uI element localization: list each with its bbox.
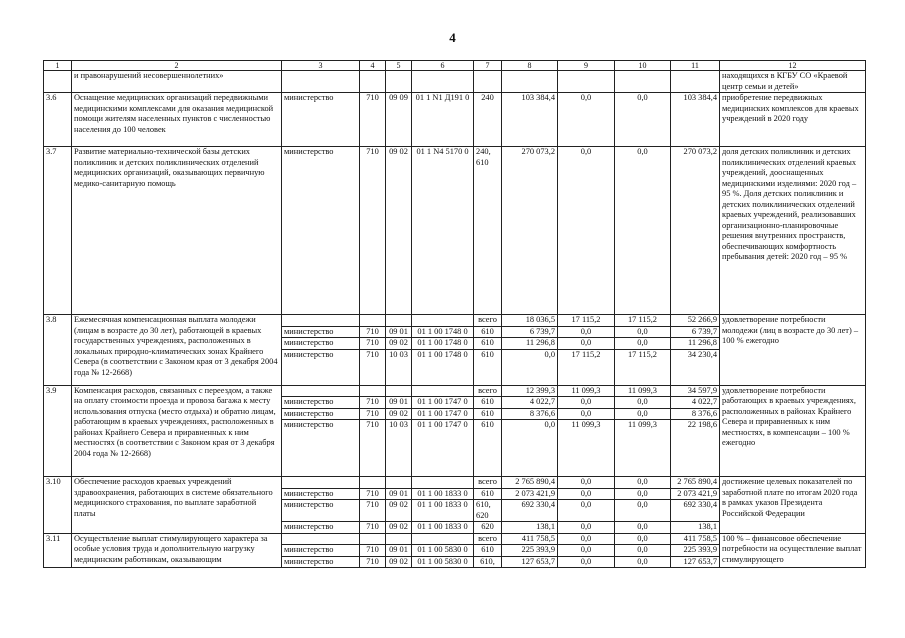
item-vr: 240, 610: [474, 147, 502, 315]
item-grbs: 710: [360, 147, 386, 315]
total-v11: 52 266,9: [671, 315, 720, 327]
item-v9: 0,0: [558, 93, 615, 147]
item-v10: 0,0: [615, 93, 671, 147]
table-row: [44, 93, 866, 147]
total-v8: 12 399,3: [502, 385, 558, 397]
item-org: министерство: [282, 500, 360, 522]
item-result: достижение целевых показателей по заработной плате по итогам 2020 года в рамках указов Президента Российской Федерации: [720, 477, 866, 534]
item-rz: 09 02: [386, 147, 412, 315]
item-text: Компенсация расходов, связанных с переездом, а также на оплату стоимости проезда и провоза багажа к месту использования отпуска (место отдыха) и обратно лицам, работающим в краевых учреждениях, расположенных в районах Крайнего Севера и приравненных к ним местностях (в соответствии с Законом края от 3 декабря 2004 года № 12-2668): [72, 385, 282, 477]
item-number: 3.11: [44, 533, 72, 568]
item-vr: 240: [474, 93, 502, 147]
table-row: министерство 710 09 02 01 1 00 1833 0 610, 620 692 330,4 0,0 0,0 692 330,4: [44, 500, 866, 522]
col-num: 9: [558, 61, 615, 71]
item-v8: 103 384,4: [502, 93, 558, 147]
total-v10: 0,0: [615, 533, 671, 545]
total-v9: 0,0: [558, 533, 615, 545]
table-row: [44, 385, 866, 397]
table-row: министерство 710 09 01 01 1 00 1747 0 610 4 022,7 0,0 0,0 4 022,7: [44, 397, 866, 409]
total-label: всего: [474, 385, 502, 397]
item-text: Развитие материально-технической базы детских поликлиник и детских поликлинических отделений медицинских организаций, оказывающих первичную медико-санитарную помощь: [72, 147, 282, 315]
col-num: 8: [502, 61, 558, 71]
column-number-row: [44, 61, 866, 71]
total-label: всего: [474, 477, 502, 489]
col-num: 12: [720, 61, 866, 71]
table-row: министерство 710 09 01 01 1 00 5830 0 610 225 393,9 0,0 0,0 225 393,9: [44, 545, 866, 557]
item-result: 100 % – финансовое обеспечение потребности на осуществление выплат стимулирующего: [720, 533, 866, 568]
item-org: министерство: [282, 397, 360, 409]
total-v11: 34 597,9: [671, 385, 720, 397]
item-v11: 103 384,4: [671, 93, 720, 147]
item-v9: 0,0: [558, 147, 615, 315]
item-number: 3.10: [44, 477, 72, 534]
item-rz: 09 09: [386, 93, 412, 147]
item-result: приобретение передвижных медицинских комплексов для краевых учреждений в 2020 году: [720, 93, 866, 147]
total-v9: 11 099,3: [558, 385, 615, 397]
item-org: министерство: [282, 556, 360, 568]
item-text: и правонарушений несовершеннолетних»: [72, 71, 282, 93]
table-row: министерство 710 09 02 01 1 00 1747 0 610 8 376,6 0,0 0,0 8 376,6: [44, 408, 866, 420]
col-num: 7: [474, 61, 502, 71]
col-num: 2: [72, 61, 282, 71]
table-row: [44, 71, 866, 93]
item-result: удовлетворение потребности молодежи (лиц в возрасте до 30 лет) – 100 % ежегодно: [720, 315, 866, 386]
item-number: 3.9: [44, 385, 72, 477]
col-num: 10: [615, 61, 671, 71]
table-row: [44, 315, 866, 327]
item-org: министерство: [282, 147, 360, 315]
item-org: министерство: [282, 420, 360, 477]
item-result: находящихся в КГБУ СО «Краевой центр семьи и детей»: [720, 71, 866, 93]
col-num: 11: [671, 61, 720, 71]
item-text: Оснащение медицинских организаций передвижными медицинскими комплексами для оказания медицинской помощи жителям населенных пунктов с численностью населения до 100 человек: [72, 93, 282, 147]
col-num: 4: [360, 61, 386, 71]
table-row: [44, 147, 866, 315]
item-org: министерство: [282, 326, 360, 338]
col-num: 6: [412, 61, 474, 71]
item-v11: 270 073,2: [671, 147, 720, 315]
table-row: министерство 710 09 02 01 1 00 1833 0 620 138,1 0,0 0,0 138,1: [44, 522, 866, 534]
table-row: [44, 477, 866, 489]
total-v8: 2 765 890,4: [502, 477, 558, 489]
table-row: министерство 710 09 02 01 1 00 5830 0 610, 127 653,7 0,0 0,0 127 653,7: [44, 556, 866, 568]
item-result: удовлетворение потребности работающих в краевых учреждениях, расположенных в районах Крайнего Севера и приравненных к ним местностях, в компенсации – 100 % ежегодно: [720, 385, 866, 477]
item-grbs: 710: [360, 93, 386, 147]
total-label: всего: [474, 533, 502, 545]
item-text: Обеспечение расходов краевых учреждений здравоохранения, работающих в системе обязательного медицинского страхования, по выплате заработной платы: [72, 477, 282, 534]
item-text: Ежемесячная компенсационная выплата молодежи (лицам в возрасте до 30 лет), работающей в краевых государственных учреждениях, расположенных в локальных природно-климатических зонах Крайнего Севера (в соответствии с Законом края от 3 декабря 2004 года № 12-2668): [72, 315, 282, 386]
item-v8: 270 073,2: [502, 147, 558, 315]
total-v9: 0,0: [558, 477, 615, 489]
col-num: 5: [386, 61, 412, 71]
item-result: доля детских поликлиник и детских поликлинических отделений краевых учреждений, дооснащенных медицинскими изделиями: 2020 год – 95 %. Доля детских поликлиник и детских поликлинических отделений краевых учреждений, реализовавших организационно-планировочные решения внутренних пространств, обеспечивающих комфортность пребывания детей: 2020 год – 95 %: [720, 147, 866, 315]
total-v8: 18 036,5: [502, 315, 558, 327]
item-org: министерство: [282, 522, 360, 534]
total-label: всего: [474, 315, 502, 327]
table-row: министерство 710 10 03 01 1 00 1747 0 610 0,0 11 099,3 11 099,3 22 198,6: [44, 420, 866, 430]
table-row: министерство 710 09 01 01 1 00 1748 0 610 6 739,7 0,0 0,0 6 739,7: [44, 326, 866, 338]
item-org: министерство: [282, 545, 360, 557]
item-number: 3.8: [44, 315, 72, 386]
total-v11: 411 758,5: [671, 533, 720, 545]
total-v10: 0,0: [615, 477, 671, 489]
total-v9: 17 115,2: [558, 315, 615, 327]
col-num: 1: [44, 61, 72, 71]
item-number: 3.7: [44, 147, 72, 315]
item-csr: 01 1 N4 5170 0: [412, 147, 474, 315]
item-v10: 0,0: [615, 147, 671, 315]
table-row: министерство 710 10 03 01 1 00 1748 0 610 0,0 17 115,2 17 115,2 34 230,4: [44, 349, 866, 359]
total-v8: 411 758,5: [502, 533, 558, 545]
total-v11: 2 765 890,4: [671, 477, 720, 489]
table-row: министерство 710 09 02 01 1 00 1748 0 610 11 296,8 0,0 0,0 11 296,8: [44, 338, 866, 350]
table-row: министерство 710 09 01 01 1 00 1833 0 610 2 073 421,9 0,0 0,0 2 073 421,9: [44, 488, 866, 500]
total-v10: 17 115,2: [615, 315, 671, 327]
col-num: 3: [282, 61, 360, 71]
item-org: министерство: [282, 349, 360, 385]
table-row: [44, 533, 866, 545]
item-csr: 01 1 N1 Д191 0: [412, 93, 474, 147]
item-org: министерство: [282, 93, 360, 147]
total-v10: 11 099,3: [615, 385, 671, 397]
item-text: Осуществление выплат стимулирующего характера за особые условия труда и дополнительную нагрузку медицинским работникам, оказывающим: [72, 533, 282, 568]
item-number: 3.6: [44, 93, 72, 147]
item-org: министерство: [282, 408, 360, 420]
item-org: министерство: [282, 488, 360, 500]
item-org: министерство: [282, 338, 360, 350]
page-number: 4: [449, 30, 456, 45]
program-table: [43, 60, 866, 568]
